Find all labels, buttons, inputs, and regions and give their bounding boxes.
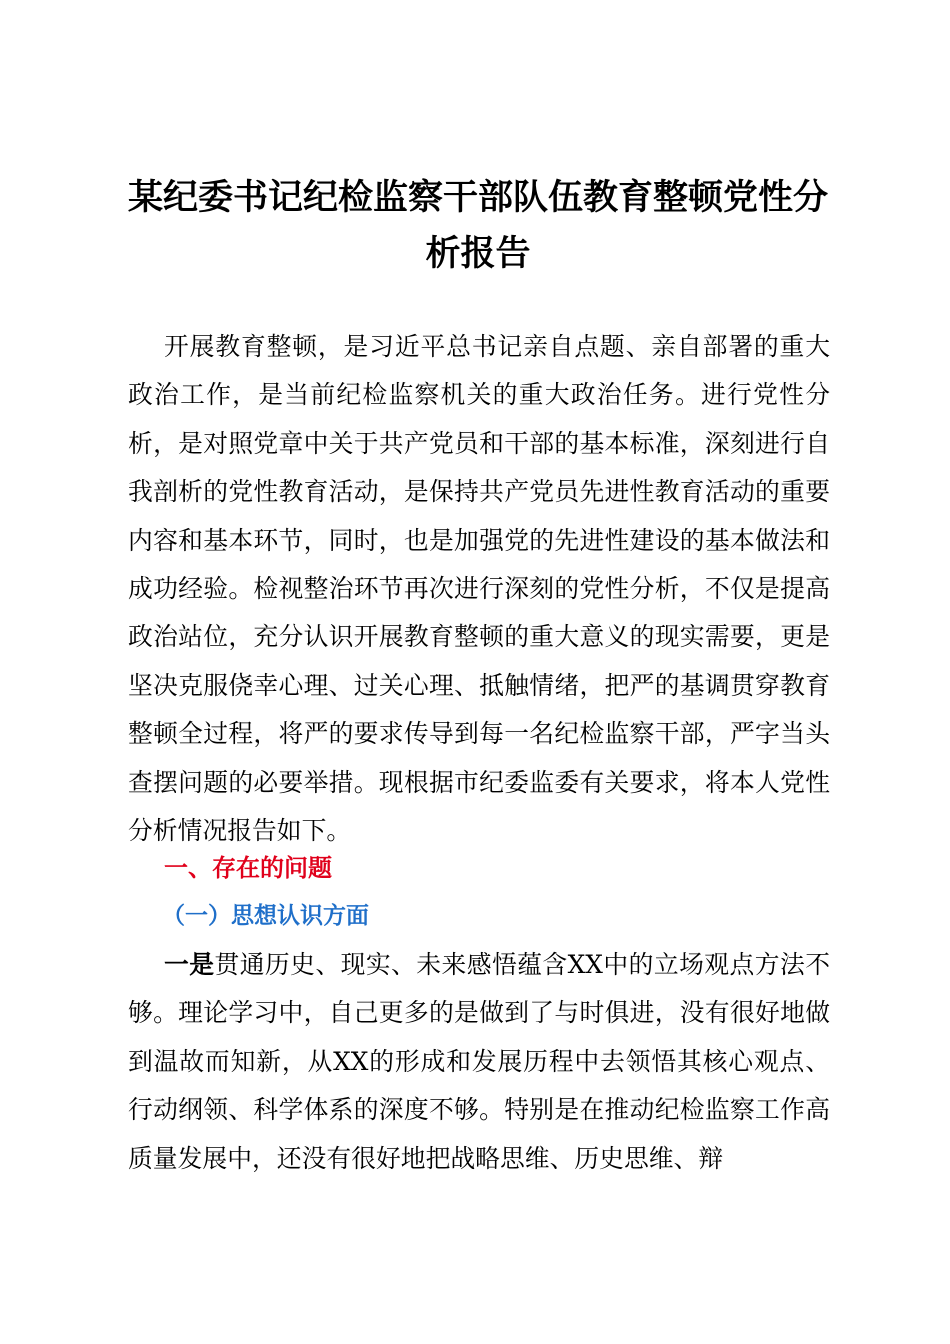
point-one-paragraph <box>128 941 830 1183</box>
intro-paragraph: 开展教育整顿，是习近平总书记亲自点题、亲自部署的重大政治工作，是当前纪检监察机关的重大政治任务。进行党性分析，是对照党章中关于共产党员和干部的基本标准，深刻进行自我剖析的党性教育活动，是保持共产党员先进性教育活动的重要内容和基本环节，同时，也是加强党的先进性建设的基本做法和成功经验。检视整治环节再次进行深刻的党性分析，不仅是提高政治站位，充分认识开展教育整顿的重大意义的现实需要，更是坚决克服侥幸心理、过关心理、抵触情绪，把严的基调贯穿教育整顿全过程，将严的要求传导到每一名纪检监察干部，严字当头查摆问题的必要举措。现根据市纪委监委有关要求，将本人党性分析情况报告如下。 <box>128 332 830 846</box>
point-one-text: 贯通历史、现实、未来感悟蕴含XX中的立场观点方法不够。理论学习中，自己更多的是做到了与时俱进，没有很好地做到温故而知新，从XX的形成和发展历程中去领悟其核心观点、行动纲领、科学体系的深度不够。特别是在推动纪检监察工作高质量发展中，还没有很好地把战略思维、历史思维、辩 <box>128 950 830 1173</box>
point-one-lead: 一是 <box>164 950 215 979</box>
section-heading: 一、存在的问题 <box>164 854 332 882</box>
document-title: 某纪委书记纪检监察干部队伍教育整顿党性分析报告 <box>127 177 828 274</box>
subsection-heading: （一）思想认识方面 <box>162 902 369 929</box>
